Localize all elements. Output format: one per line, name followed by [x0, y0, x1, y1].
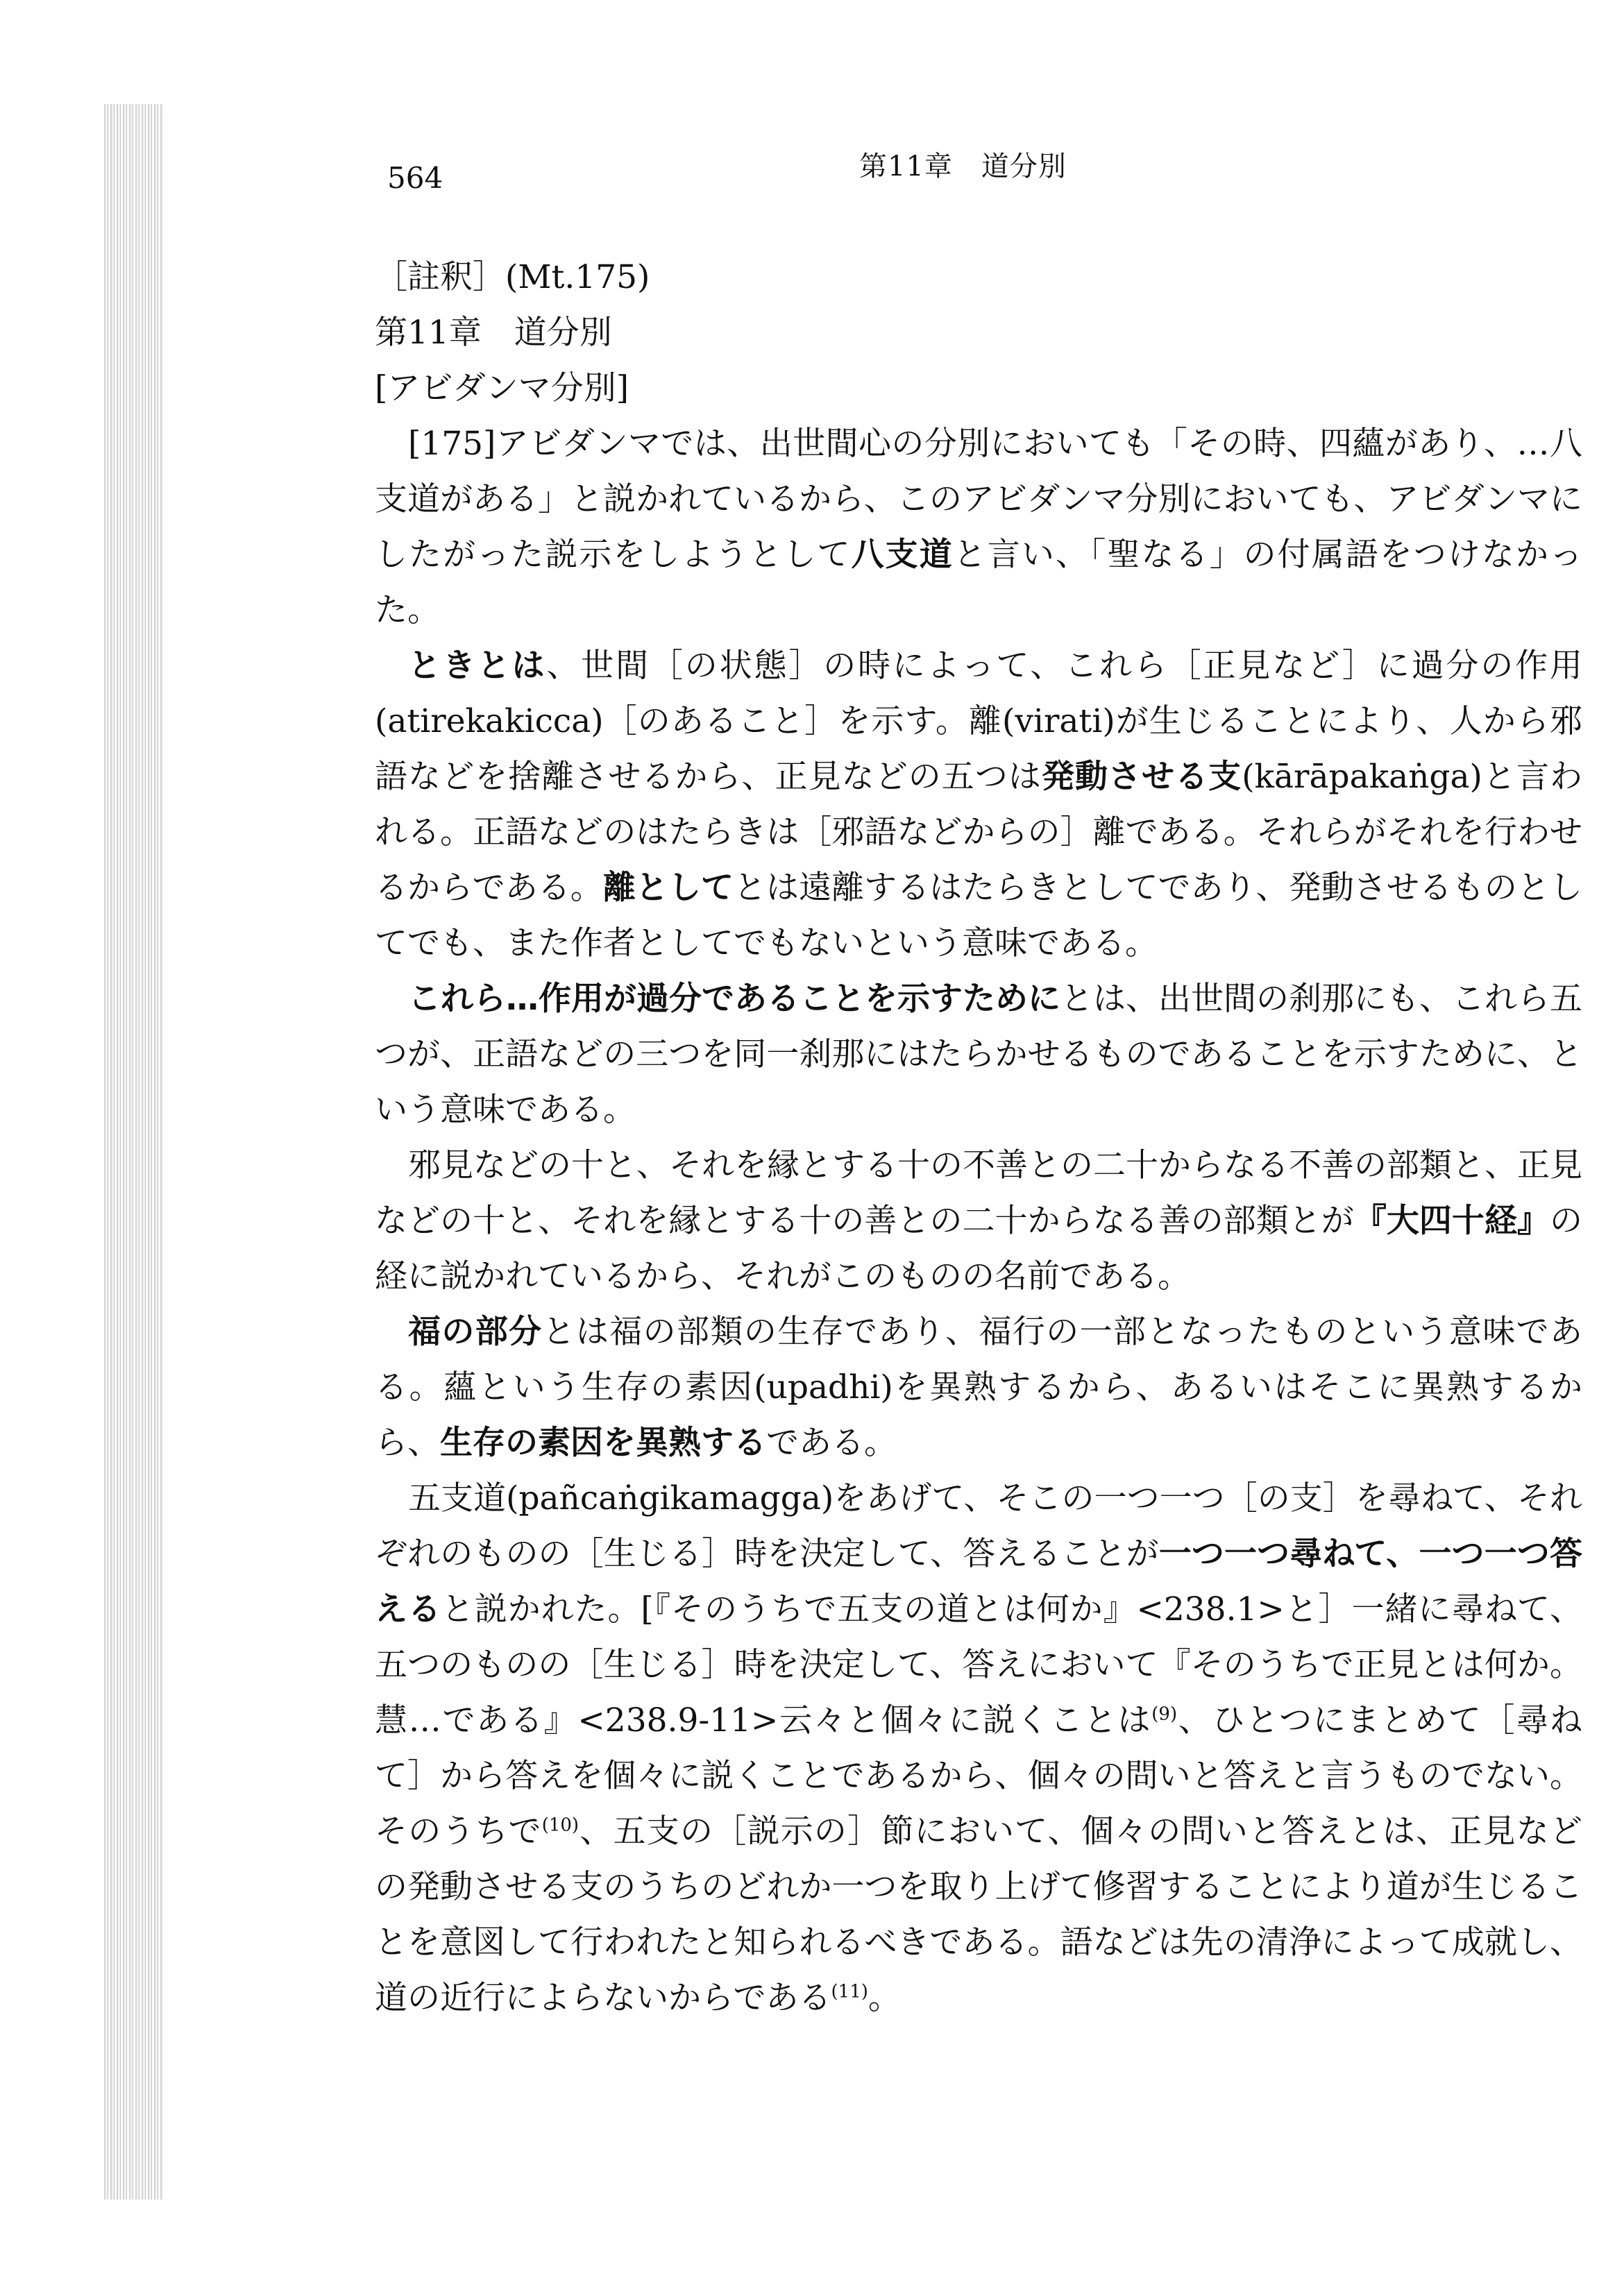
text-run: 邪見などの十と、それを縁とする十の不善との二十からなる不善の部類と、正見などの十と、それを縁とする十の善との二十からなる善の部類とが: [375, 1146, 1582, 1240]
text-run: とは遠離するはたらきとしてであり、発動させるものとしてでも、また作者としてでもないという意味である。: [375, 869, 1583, 962]
text-run: の経に説かれているから、それがこのものの名前である。: [375, 1202, 1583, 1295]
running-head: 第11章 道分別: [859, 151, 1067, 182]
bold-term: ときとは: [408, 647, 547, 685]
paragraph-list: [375, 416, 1582, 2026]
bold-term: 離として: [602, 869, 734, 907]
body-paragraph: [375, 1304, 1582, 1471]
footnote-marker: (9): [1151, 1703, 1178, 1725]
page-body: [375, 250, 1582, 2026]
commentary-heading: ［註釈］(Mt.175): [375, 258, 650, 296]
body-paragraph: [375, 638, 1582, 971]
text-run: 五支道(pañcaṅgikamagga)をあげて、そこの一つ一つ［の支］を尋ねて、それぞれのものの［生じる］時を決定して、答えることが: [375, 1479, 1582, 1573]
text-run: 、ひとつにまとめて［尋ねて］から答えを個々に説くことであるから、個々の問いと答えと言うものでない。そのうちで: [375, 1701, 1583, 1851]
body-paragraph: [375, 1138, 1582, 1304]
page-number: 564: [387, 161, 443, 195]
chapter-heading: 第11章 道分別: [375, 314, 612, 352]
text-run: (kārāpakaṅga)と言われる。正語などのはたらきは［邪語などからの］離である。それらがそれを行わせるからである。: [375, 758, 1583, 907]
body-paragraph: [375, 416, 1582, 638]
bold-term: 『大四十経』: [1353, 1202, 1550, 1240]
text-run: 、世間［の状態］の時によって、これら［正見など］に過分の作用(atirekakicca)［のあること］を示す。離(virati)が生じることにより、人から邪語などを捨離させるから、正見などの五つは: [375, 647, 1583, 796]
body-paragraph: [375, 1471, 1582, 2026]
text-run: 。: [868, 1979, 901, 2017]
bold-term: 福の部分: [408, 1313, 543, 1351]
text-run: とは福の部類の生存であり、福行の一部となったものという意味である。蘊という生存の素因(upadhi)を異熟するから、あるいはそこに異熟するから、: [375, 1313, 1582, 1462]
text-run: である。: [766, 1424, 897, 1462]
section-heading: [アビダンマ分別]: [375, 369, 629, 407]
text-run: 、五支の［説示の］節において、個々の問いと答えとは、正見などの発動させる支のうちのどれか一つを取り上げて修習することにより道が生じることを意図して行われたと知られるべきである。語などは先の清浄によって成就し、道の近行によらないからである: [375, 1812, 1583, 2017]
footnote-marker: (10): [541, 1814, 580, 1836]
bold-term: 生存の素因を異熟する: [440, 1424, 766, 1462]
bold-term: 発動させる支: [1041, 758, 1242, 796]
bold-term: 八支道: [851, 536, 954, 574]
bold-term: これら…作用が過分であることを示すために: [408, 980, 1060, 1018]
text-run: と説かれた。[『そのうちで五支の道とは何か』<238.1>と］一緒に尋ねて、五つのものの［生じる］時を決定して、答えにおいて『そのうちで正見とは何か。慧…である』<238.9-11>云々と個々に説くことは: [375, 1590, 1582, 1740]
text-run: と言い、「聖なる」の付属語をつけなかった。: [375, 536, 1583, 629]
binding-edge-shadow: [104, 104, 163, 2200]
text-run: [175]アビダンマでは、出世間心の分別においても「その時、四蘊があり、…八支道がある」と説かれているから、このアビダンマ分別においても、アビダンマにしたがった説示をしようとして: [375, 425, 1582, 574]
footnote-marker: (11): [831, 1981, 868, 2002]
text-run: とは、出世間の刹那にも、これら五つが、正語などの三つを同一刹那にはたらかせるものであることを示すために、という意味である。: [375, 980, 1582, 1129]
body-paragraph: [375, 971, 1582, 1138]
bold-term: 一つ一つ尋ねて、一つ一つ答える: [375, 1535, 1582, 1629]
